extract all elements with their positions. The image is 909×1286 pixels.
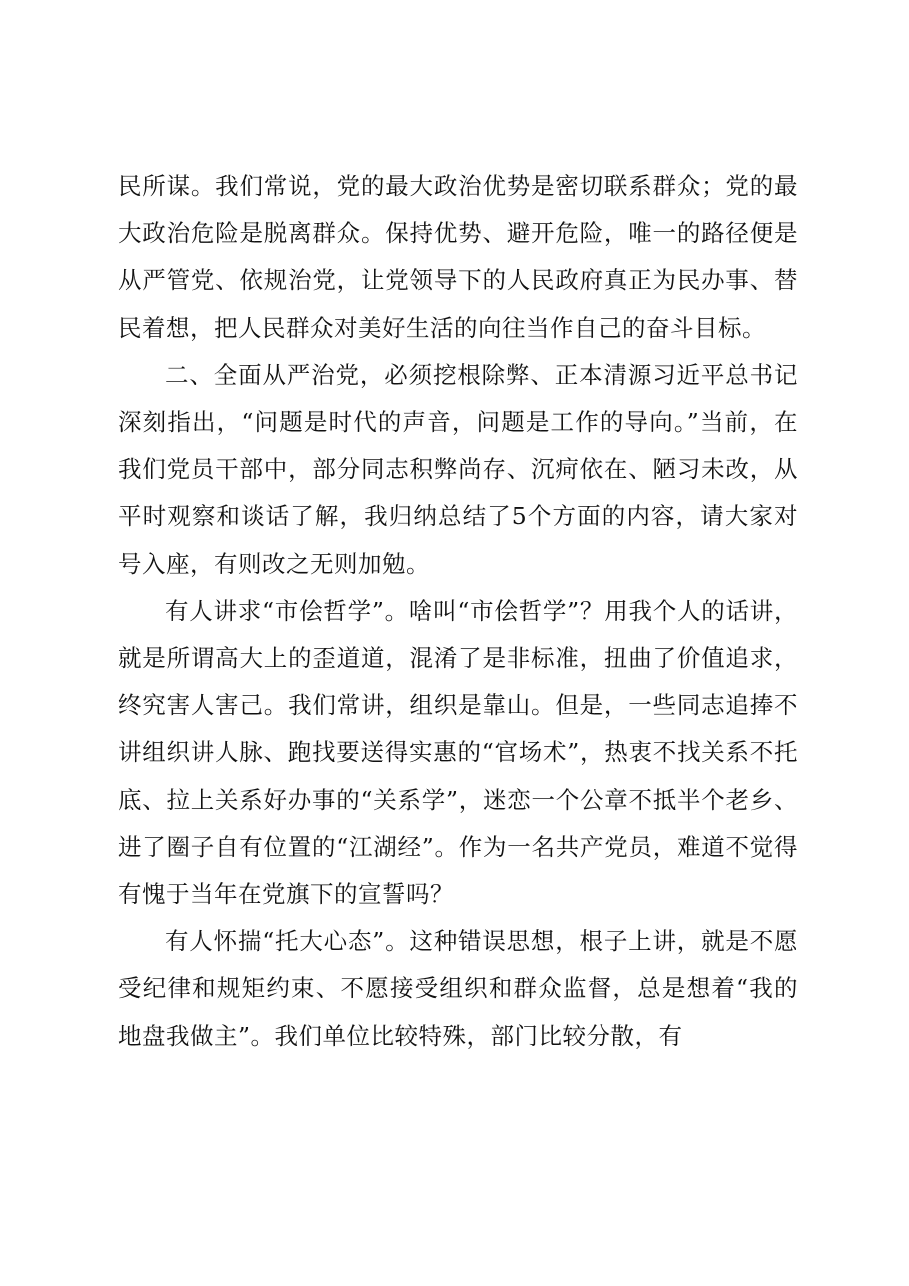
paragraph-2: 二、全面从严治党，必须挖根除弊、正本清源习近平总书记深刻指出，“问题是时代的声音，问题是工作的导向。”当前，在我们党员干部中，部分同志积弊尚存、沉疴依在、陋习未改，从平时观察和谈话了解，我归纳总结了5个方面的内容，请大家对号入座，有则改之无则加勉。: [118, 360, 798, 578]
paragraph-4: 有人怀揣“托大心态”。这种错误思想，根子上讲，就是不愿受纪律和规矩约束、不愿接受组织和群众监督，总是想着“我的地盘我做主”。我们单位比较特殊，部门比较分散，有: [118, 927, 798, 1050]
document-body: [118, 163, 798, 1060]
paragraph-1: 民所谋。我们常说，党的最大政治优势是密切联系群众；党的最大政治危险是脱离群众。保持优势、避开危险，唯一的路径便是从严管党、依规治党，让党领导下的人民政府真正为民办事、替民着想，把人民群众对美好生活的向往当作自己的奋斗目标。: [118, 172, 798, 342]
paragraph-3: 有人讲求“市侩哲学”。啥叫“市侩哲学”？用我个人的话讲，就是所谓高大上的歪道道，混淆了是非标准，扭曲了价值追求，终究害人害己。我们常讲，组织是靠山。但是，一些同志追捧不讲组织讲人脉、跑找要送得实惠的“官场术”，热衷不找关系不托底、拉上关系好办事的“关系学”，迷恋一个公章不抵半个老乡、进了圈子自有位置的“江湖经”。作为一名共产党员，难道不觉得有愧于当年在党旗下的宣誓吗？: [118, 596, 798, 909]
